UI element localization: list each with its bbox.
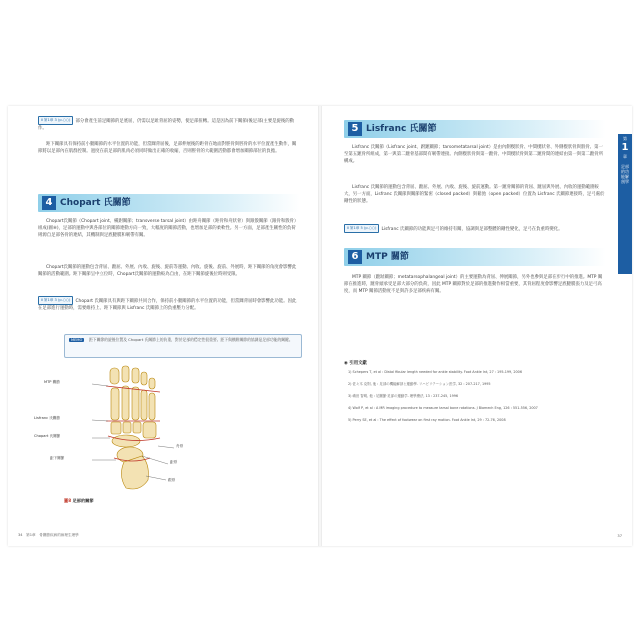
thumb-chapter-unit: 章 (623, 154, 627, 159)
chopart-text-1: Chopart氏關節（Chopart joint、橫跗關節；transverse tarsal joint）由距舟關節（距骨和舟狀骨）與跟骰關節（跟骨和骰骨）組成(圖⑧)，足部的運動中與各部位的關節連動方向一致，大幅度的關節活動，也增加足部的柔軟性。另一方面，足部產生剛性的負荷則源自足部各骨的連結，其機制與足底腱膜和韌帶有關。 (38, 219, 299, 239)
thumb-chapter-label: 第 (623, 136, 627, 141)
memo-box (64, 334, 302, 358)
section-number: 5 (348, 122, 362, 136)
figure-caption-text: 足部的關節 (72, 498, 94, 503)
thumb-chapter-text: 足部的功能解剖學 (621, 164, 629, 184)
lisfranc-paragraph-3 (344, 224, 606, 233)
book-spread (8, 106, 632, 546)
reference-item: 5) Perry SE, et al : The effect of footwear on first ray motion. Foot Ankle Int, 29 : 72-76, 2008 (348, 418, 506, 422)
mtp-text: MTP 關節（蹠趾關節；metatarsophalangeal joint）的主要運動為背屈、伸展關節，另外也參與足部在步行中的推進。MTP 關節在推進時，蹠骨頭承受足部大部分的負荷，因此 MTP 關節對於足部的推進動作相當重要，其背屈程度會影響足底腱膜張力及足弓高度，而 MTP 關節活動度不足與許多足部疾病有關。 (344, 275, 603, 295)
intro-paragraph-2 (38, 141, 300, 155)
chopart-paragraph-2 (38, 264, 300, 278)
chapter-thumb-tab (618, 134, 632, 274)
figure-caption (64, 498, 94, 504)
reference-item: 3) 嶋田 智明, 他 : 足關節·足部の運動学. 理學療法, 13 : 237-245, 1996 (348, 394, 459, 398)
foot-skeleton-illustration (88, 364, 198, 494)
thumb-chapter-number: 1 (621, 142, 629, 153)
chopart-paragraph-3 (38, 296, 300, 313)
label-subtalar-joint: 距下關節 (50, 456, 65, 460)
label-mtp-joint: MTP 關節 (44, 380, 60, 384)
intro-paragraph (38, 116, 300, 133)
lisfranc-text-1: Lisfranc 氏關節（Lisfranc joint、跗蹠關節；tarsometatarsal joint）是由內側楔狀骨、中間楔狀骨、外側楔狀骨與骰骨、第一至第五蹠骨所組成，第一與第二蹠骨基部間有韌帶連接。內側楔狀骨與第一蹠骨、中間楔狀骨與第二蹠骨間的連結由第一與第二蹠骨所構成。 (344, 145, 604, 165)
figure-number: 圖8 (64, 498, 72, 503)
intro-text-2: 距下關節具有保持前小腿關節的水平位置的功能，但當踝背屈後，足部伸展後的距骨在地面對脛骨與脛骨的水平位置產生動作，關節將以足部內在肌群控制。過度在前足部的肌肉必須同時做出正確的收縮，否則脛骨的大範圍活動都會增加關節部位的負擔。 (38, 142, 297, 155)
intro-text: 部分會產生前足關節的足底屈，仍需以足趾背屈的姿勢，使足部扭轉。這是因為前下關節(後足部)主要是旋後的動作。 (38, 119, 295, 132)
reference-item: 2) 佐々木 克則, 他 : 足部の機能解剖と運動學. リハビリテーション医学, 32 : 207-217, 1995 (348, 382, 491, 386)
memo-tag: MEMO (71, 338, 83, 342)
left-page-footer: 34 第1章 骨關節疾病的病理生理學 (18, 533, 79, 537)
reference-item: 1) Schepers T, et al : Distal fibular length needed for ankle stability. Foot Ankle Int, 27 : 195-199, 2006 (348, 370, 522, 374)
lisfranc-paragraph-1 (344, 144, 606, 166)
section-header-mtp (344, 248, 606, 266)
reference-tag: Ⅱ 第1章 3 (p.○○) (38, 296, 73, 305)
left-page (8, 106, 318, 546)
label-chopart-joint: Chopart 氏關節 (34, 434, 61, 438)
label-calcaneus: 跟骨 (168, 478, 176, 482)
lisfranc-paragraph-2 (344, 184, 606, 206)
right-page-number: 37 (617, 534, 622, 538)
lisfranc-text-3: Lisfranc 氏關節的功能與足弓的維持有關，協調與足部整體的剛性變化，足弓在負重時變化。 (381, 227, 563, 233)
reference-tag: Ⅱ 第1章 5 (p.○○) (344, 224, 379, 233)
memo-text: 距下關節的旋後位置及 Chopart 氏關節上的負重，對於足部的穩定性很重要。距下與橫跗關節的協調是足部功能的關鍵。 (89, 337, 293, 342)
references-title: ◉ 引用文獻 (344, 361, 367, 366)
right-page (322, 106, 632, 546)
chopart-paragraph-1 (38, 218, 300, 240)
section-title: Chopart 氏關節 (60, 198, 131, 208)
chopart-text-3: Chopart 氏關節具有與距下關節共同合作，保持前小腿關節的水平位置的功能，但當踝背屈時會影響此功能。因此在足部進行運動時，需要維持上、距下關節與 Lisfranc 氏關節上的負重壓力分配。 (38, 299, 297, 312)
section-header-chopart (38, 194, 300, 212)
section-title: Lisfranc 氏關節 (366, 124, 437, 134)
label-navicular: 舟骨 (176, 444, 184, 448)
label-talus: 距骨 (170, 460, 178, 464)
reference-tag: Ⅱ 第1章 3 (p.○○) (38, 116, 73, 125)
section-number: 6 (348, 250, 362, 264)
reference-item: 4) Wolf P, et al : A MR imaging procedure to measure tarsal bone rotations. J Biomech Eng, 126 : 551-556, 2007 (348, 406, 538, 410)
lisfranc-text-2: Lisfranc 氏關節的運動包含背屈、蹠屈、外展、內收、旋後、旋前運動。第一蹠骨關節的背屈、蹠屈與外展、內收的運動範圍較大，另一方面，Lisfranc 氏關節與關節的緊密（closed packed）與鬆弛（open packed）位置為 Lisfranc 氏關節連接時，足弓處於剛性的狀態。 (344, 185, 605, 205)
section-title: MTP 關節 (366, 252, 409, 262)
mtp-paragraph (344, 274, 606, 296)
section-header-lisfranc (344, 120, 606, 138)
section-number: 4 (42, 196, 56, 210)
label-lisfranc-joint: Lisfranc 氏關節 (34, 416, 60, 420)
chopart-text-2: Chopart氏關節的運動包含背屈、蹠屈、外展、內收、旋後、旋前等運動。內收、旋後、旋前、外展時，距下關節的角度會影響此關節的活動範圍。距下關節呈中立位時，Chopart氏關節的運動較為自由，在距下關節旋後位時則受限。 (38, 265, 297, 278)
